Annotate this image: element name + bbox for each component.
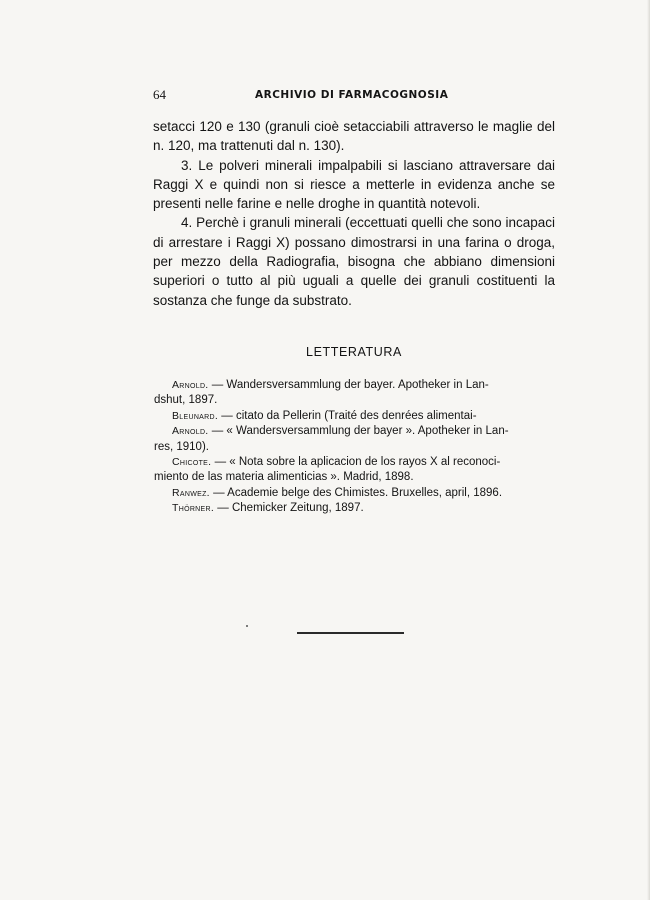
entry-text: — « Nota sobre la aplicacion de los rayos X al reconoci- <box>214 456 501 469</box>
body-text <box>153 117 555 310</box>
bibliography-entry <box>154 378 556 409</box>
entry-author: Ranwez. <box>172 486 210 499</box>
entry-text: — « Wandersversammlung der bayer ». Apotheker in Lan- <box>211 425 509 438</box>
entry-text: — citato da Pellerin (Traité des denrées alimentai- <box>221 409 477 422</box>
entry-text-continued: res, 1910). <box>154 440 209 453</box>
paragraph: setacci 120 e 130 (granuli cioè setacciabili attraverso le maglie del n. 120, ma trattenuti dal n. 130). <box>153 119 555 154</box>
bibliography-entry <box>172 501 556 516</box>
bibliography-list <box>154 378 556 517</box>
page-header <box>153 87 555 105</box>
entry-author: Thörner. <box>172 502 215 515</box>
ink-speck <box>246 625 248 627</box>
bibliography-entry <box>172 409 556 424</box>
section-title: LETTERATURA <box>306 345 402 359</box>
bibliography-entry <box>154 455 556 486</box>
bibliography-entry <box>154 424 556 455</box>
entry-text-continued: dshut, 1897. <box>154 394 218 407</box>
entry-text: — Wandersversammlung der bayer. Apotheker in Lan- <box>211 379 489 391</box>
running-title: ARCHIVIO DI FARMACOGNOSIA <box>255 89 449 101</box>
entry-author: Arnold. <box>172 425 209 438</box>
page-number: 64 <box>153 87 166 102</box>
entry-author: Arnold. <box>172 379 209 391</box>
entry-text-continued: miento de las materia alimenticias ». Madrid, 1898. <box>154 471 414 484</box>
entry-text: — Academie belge des Chimistes. Bruxelles, april, 1896. <box>213 486 503 499</box>
entry-text: — Chemicker Zeitung, 1897. <box>217 502 364 515</box>
entry-author: Bleunard. <box>172 409 219 422</box>
paragraph: 3. Le polveri minerali impalpabili si lasciano attraversare dai Raggi X e quindi non si riesce a metterle in evidenza anche se presenti nelle farine e nelle droghe in quantità notevoli. <box>153 157 555 212</box>
entry-author: Chicote. <box>172 456 212 469</box>
closing-rule <box>297 632 404 634</box>
paragraph: 4. Perchè i granuli minerali (eccettuati quelli che sono incapaci di arrestare i Raggi X) possano dimostrarsi in una farina o droga, per mezzo della Radiografia, bisogna che abbiano dimensioni superiori o tutto al più uguali a quelle dei granuli costituenti la sostanza che funge da substrato. <box>153 215 555 308</box>
bibliography-entry <box>172 486 556 501</box>
